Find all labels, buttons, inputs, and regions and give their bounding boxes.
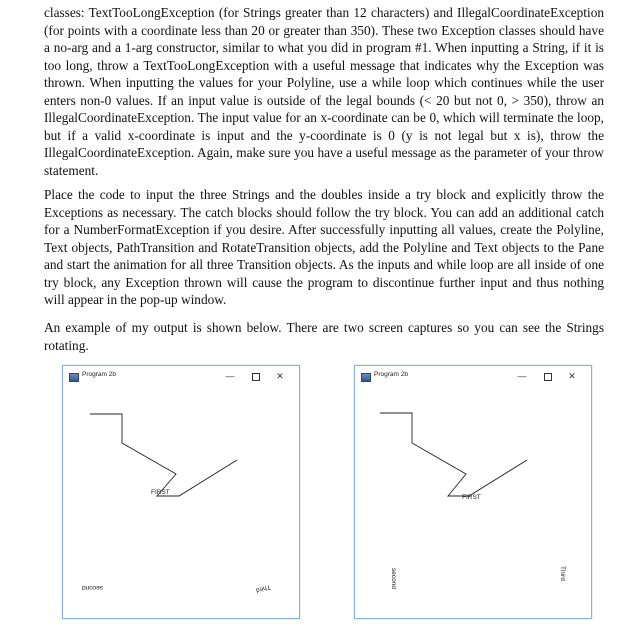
paragraph-example-output: An example of my output is shown below. There are two screen captures so you can see the Strings rotating. xyxy=(44,320,604,353)
program-window-1 xyxy=(62,365,300,619)
close-button[interactable]: ✕ xyxy=(276,371,284,381)
window-titlebar[interactable] xyxy=(63,366,299,388)
window-title: Program 2b xyxy=(374,371,408,378)
pane-canvas xyxy=(63,388,299,618)
polyline xyxy=(380,413,527,496)
text-third: Third xyxy=(255,583,272,594)
maximize-icon xyxy=(544,373,552,381)
close-button[interactable]: ✕ xyxy=(568,371,576,381)
polyline xyxy=(90,414,237,496)
maximize-button[interactable] xyxy=(541,369,555,383)
pane-canvas xyxy=(355,388,591,618)
minimize-button[interactable]: — xyxy=(225,371,235,381)
app-icon xyxy=(361,373,371,382)
paragraph-try-block: Place the code to input the three Strings and the doubles inside a try block and explicitly throw the Exceptions as necessary. The catch blocks should follow the try block. You can add an additional catch for a NumberFormatException if you desire. After successfully inputting all values, create the Polyline, Text objects, PathTransition and RotateTransition objects, add the Polyline and Text objects to the Pane and start the animation for all three Transition objects. As the inputs and while loop are all inside of one try block, any Exception thrown will cause the program to discontinue further input and thus nothing will appear in the pop-up window. xyxy=(44,187,604,307)
text-second: second xyxy=(390,568,397,589)
text-third: Third xyxy=(559,566,566,581)
text-first: FIRST xyxy=(151,489,170,496)
text-second: second xyxy=(82,584,103,591)
app-icon xyxy=(69,373,79,382)
paragraph-exceptions: classes: TextTooLongException (for Strings greater than 12 characters) and IllegalCoordinateException (for points with a coordinate less than 20 or greater than 350). These two Exception classes should have a no-arg and a 1-arg constructor, similar to what you did in program #1. When inputting a String, if it is too long, throw a TextTooLongException with a useful message that indicates why the Exception was thrown. When inputting the values for your Polyline, use a while loop which continues while the user enters non-0 values. If an input value is outside of the legal bounds (< 20 but not 0, > 350), throw an IllegalCoordinateException. The input value for an x-coordinate can be 0, which will terminate the loop, but if a valid x-coordinate is input and the y-coordinate is 0 (y is not legal but x is), throw the IllegalCoordinateException. Again, make sure you have a useful message as the parameter of your throw statement. xyxy=(44,5,604,178)
window-titlebar[interactable] xyxy=(355,366,591,388)
maximize-button[interactable] xyxy=(249,369,263,383)
text-first: FIRST xyxy=(462,494,481,501)
program-window-2 xyxy=(354,365,592,619)
window-title: Program 2b xyxy=(82,371,116,378)
minimize-button[interactable]: — xyxy=(517,371,527,381)
maximize-icon xyxy=(252,373,260,381)
